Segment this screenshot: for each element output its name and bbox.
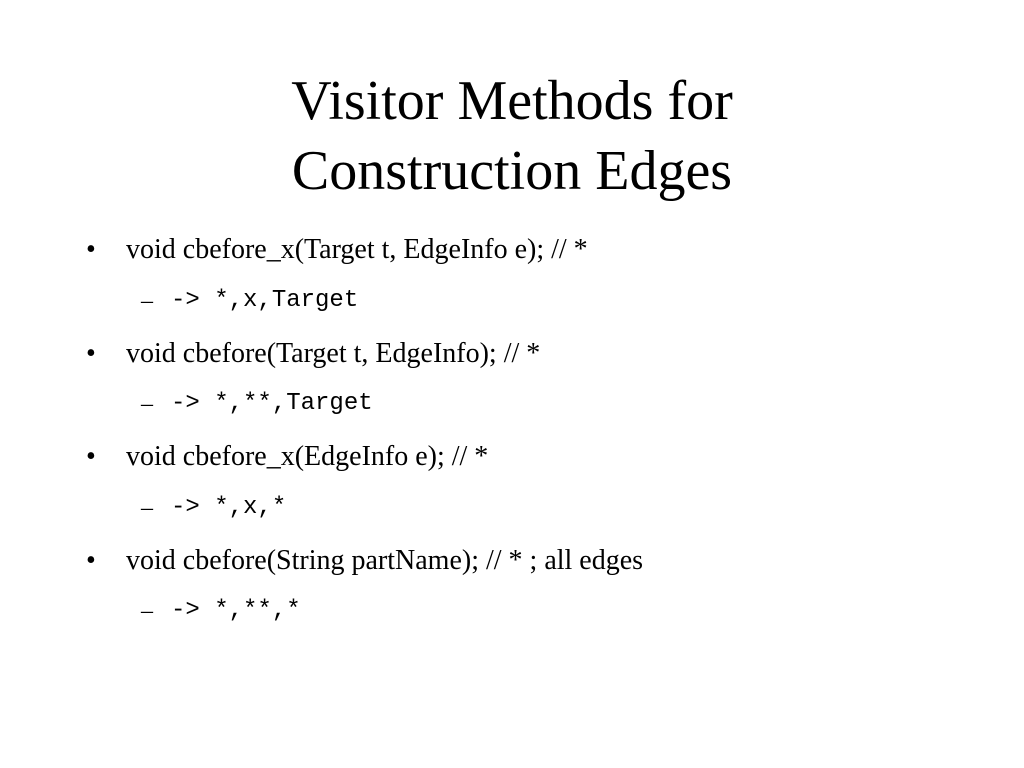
sub-bullet-item (0, 284, 1024, 318)
bullet-icon: • (86, 545, 96, 576)
bullet-text: void cbefore_x(Target t, EdgeInfo e); // * (126, 234, 588, 265)
bullet-text: void cbefore(Target t, EdgeInfo); // * (126, 338, 541, 369)
bullet-item (0, 541, 1024, 581)
bullet-icon: • (86, 234, 96, 265)
sub-bullet-item (0, 594, 1024, 628)
sub-bullet-item (0, 491, 1024, 525)
bullet-item (0, 437, 1024, 477)
dash-icon: – (141, 391, 153, 417)
dash-icon: – (141, 495, 153, 521)
slide-title-line-2: Construction Edges (291, 140, 733, 202)
bullet-item (0, 230, 1024, 270)
slide-title-line-1: Visitor Methods for (291, 70, 733, 132)
bullet-text: void cbefore(String partName); // * ; all edges (126, 545, 644, 576)
dash-icon: – (141, 598, 153, 624)
bullet-text: void cbefore_x(EdgeInfo e); // * (126, 441, 489, 472)
dash-icon: – (141, 288, 153, 314)
sub-bullet-code: -> *,**,Target (171, 390, 373, 417)
bullet-item (0, 334, 1024, 374)
sub-bullet-code: -> *,x,Target (171, 287, 359, 314)
sub-bullet-item (0, 387, 1024, 421)
sub-bullet-code: -> *,**,* (171, 597, 301, 624)
bullet-icon: • (86, 441, 96, 472)
bullet-icon: • (86, 338, 96, 369)
sub-bullet-code: -> *,x,* (171, 494, 287, 521)
